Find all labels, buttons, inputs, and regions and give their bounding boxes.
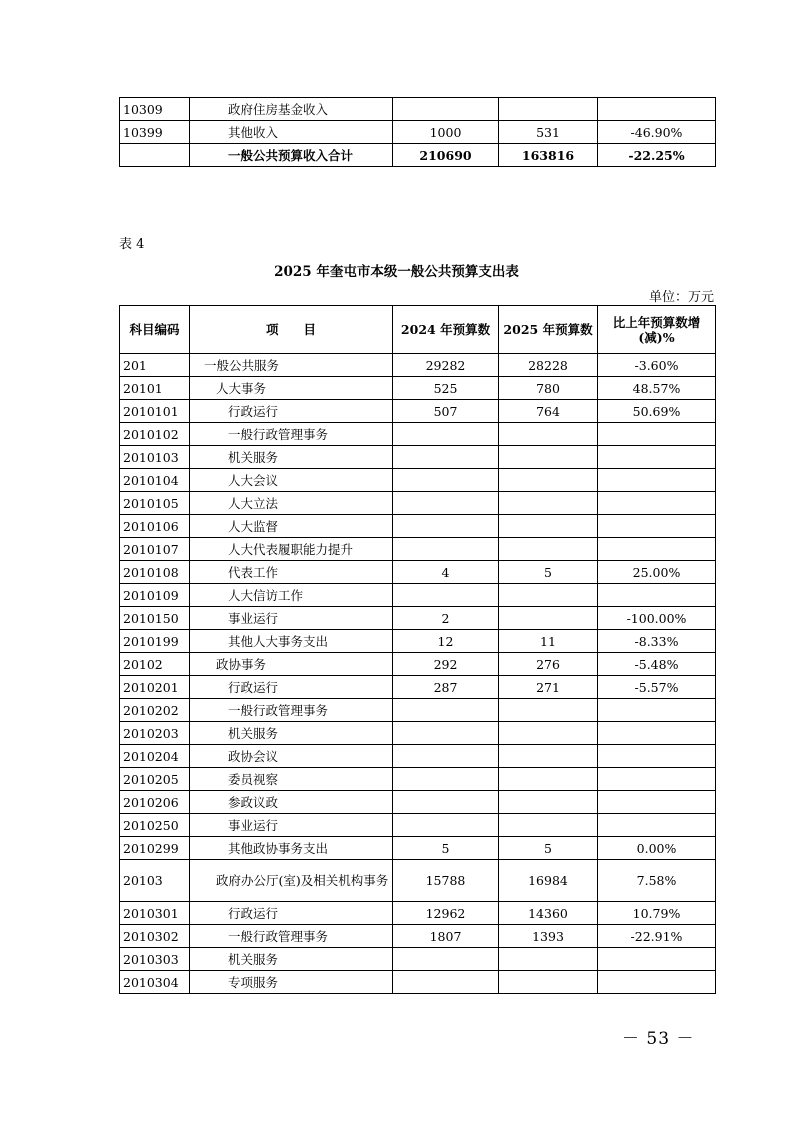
cell-2025: 780 — [499, 377, 598, 400]
table-row — [120, 837, 716, 860]
cell-name: 人大代表履职能力提升 — [190, 538, 393, 561]
cell-2024: 12 — [393, 630, 499, 653]
cell-2024: 1807 — [393, 925, 499, 948]
cell-change — [598, 423, 716, 446]
cell-2024: 29282 — [393, 354, 499, 377]
cell-name: 其他人大事务支出 — [190, 630, 393, 653]
cell-2024 — [393, 492, 499, 515]
revenue-table-body — [120, 98, 716, 167]
cell-change — [598, 699, 716, 722]
cell-name: 人大立法 — [190, 492, 393, 515]
cell-code: 2010103 — [120, 446, 190, 469]
cell-2024: 292 — [393, 653, 499, 676]
cell-name: 其他政协事务支出 — [190, 837, 393, 860]
cell-change: -22.25% — [598, 144, 716, 167]
cell-code: 2010301 — [120, 902, 190, 925]
table-row — [120, 98, 716, 121]
cell-code: 2010109 — [120, 584, 190, 607]
cell-2024: 2 — [393, 607, 499, 630]
cell-2025 — [499, 745, 598, 768]
cell-name: 事业运行 — [190, 607, 393, 630]
cell-change: 48.57% — [598, 377, 716, 400]
cell-code — [120, 144, 190, 167]
cell-name: 一般行政管理事务 — [190, 699, 393, 722]
cell-name: 政协会议 — [190, 745, 393, 768]
table-row — [120, 492, 716, 515]
cell-code: 2010204 — [120, 745, 190, 768]
cell-change — [598, 948, 716, 971]
table-row — [120, 561, 716, 584]
cell-2025: 1393 — [499, 925, 598, 948]
revenue-table-continuation — [119, 97, 716, 167]
table-row — [120, 144, 716, 167]
cell-change — [598, 814, 716, 837]
cell-code: 2010202 — [120, 699, 190, 722]
cell-2024 — [393, 791, 499, 814]
cell-name: 代表工作 — [190, 561, 393, 584]
cell-2025: 764 — [499, 400, 598, 423]
table-row — [120, 971, 716, 994]
cell-name: 行政运行 — [190, 902, 393, 925]
cell-code: 2010206 — [120, 791, 190, 814]
cell-2024 — [393, 722, 499, 745]
cell-name: 政府住房基金收入 — [190, 98, 393, 121]
cell-name: 机关服务 — [190, 948, 393, 971]
cell-change: 25.00% — [598, 561, 716, 584]
cell-2025 — [499, 446, 598, 469]
table-row — [120, 584, 716, 607]
cell-2025 — [499, 469, 598, 492]
cell-code: 201 — [120, 354, 190, 377]
table-row — [120, 745, 716, 768]
cell-change — [598, 791, 716, 814]
cell-change — [598, 745, 716, 768]
cell-code: 2010102 — [120, 423, 190, 446]
cell-2025: 11 — [499, 630, 598, 653]
table-row — [120, 121, 716, 144]
cell-code: 2010199 — [120, 630, 190, 653]
cell-2025 — [499, 814, 598, 837]
header-name: 项 目 — [190, 306, 393, 354]
expenditure-table-header — [120, 306, 716, 354]
cell-2025 — [499, 971, 598, 994]
cell-2025 — [499, 607, 598, 630]
table-label: 表 4 — [119, 237, 145, 252]
cell-2024 — [393, 446, 499, 469]
cell-change — [598, 469, 716, 492]
cell-name: 一般行政管理事务 — [190, 423, 393, 446]
cell-2024: 4 — [393, 561, 499, 584]
cell-2024 — [393, 538, 499, 561]
cell-name: 人大会议 — [190, 469, 393, 492]
cell-change: -8.33% — [598, 630, 716, 653]
cell-change — [598, 98, 716, 121]
cell-2024: 507 — [393, 400, 499, 423]
cell-2025: 14360 — [499, 902, 598, 925]
cell-code: 2010106 — [120, 515, 190, 538]
cell-code: 2010107 — [120, 538, 190, 561]
cell-2025: 5 — [499, 561, 598, 584]
cell-code: 2010104 — [120, 469, 190, 492]
table-row — [120, 653, 716, 676]
table-row — [120, 446, 716, 469]
cell-code: 2010303 — [120, 948, 190, 971]
cell-name: 其他收入 — [190, 121, 393, 144]
cell-code: 2010150 — [120, 607, 190, 630]
cell-2024 — [393, 469, 499, 492]
table-row — [120, 860, 716, 902]
cell-change: -5.48% — [598, 653, 716, 676]
table-title: 2025 年奎屯市本级一般公共预算支出表 — [274, 264, 519, 280]
cell-2025: 276 — [499, 653, 598, 676]
cell-2025 — [499, 791, 598, 814]
cell-name: 参政议政 — [190, 791, 393, 814]
cell-2024: 15788 — [393, 860, 499, 902]
cell-code: 2010201 — [120, 676, 190, 699]
cell-2025 — [499, 722, 598, 745]
cell-code: 20101 — [120, 377, 190, 400]
cell-2024 — [393, 768, 499, 791]
cell-2024 — [393, 515, 499, 538]
cell-2025 — [499, 492, 598, 515]
cell-name: 委员视察 — [190, 768, 393, 791]
cell-2024: 210690 — [393, 144, 499, 167]
cell-2025: 531 — [499, 121, 598, 144]
cell-change: -100.00% — [598, 607, 716, 630]
cell-name: 一般公共预算收入合计 — [190, 144, 393, 167]
table-row — [120, 377, 716, 400]
table-row — [120, 515, 716, 538]
cell-code: 2010205 — [120, 768, 190, 791]
cell-change — [598, 722, 716, 745]
cell-2025 — [499, 699, 598, 722]
cell-2025: 5 — [499, 837, 598, 860]
table-row — [120, 699, 716, 722]
cell-2024 — [393, 745, 499, 768]
cell-change: 10.79% — [598, 902, 716, 925]
cell-code: 10309 — [120, 98, 190, 121]
table-row — [120, 630, 716, 653]
cell-name: 专项服务 — [190, 971, 393, 994]
cell-change — [598, 446, 716, 469]
cell-code: 2010250 — [120, 814, 190, 837]
cell-2024: 287 — [393, 676, 499, 699]
cell-code: 2010299 — [120, 837, 190, 860]
cell-2024 — [393, 971, 499, 994]
cell-name: 行政运行 — [190, 676, 393, 699]
cell-code: 20102 — [120, 653, 190, 676]
expenditure-table-body — [120, 354, 716, 994]
cell-change: -22.91% — [598, 925, 716, 948]
header-row — [120, 306, 716, 354]
cell-2024 — [393, 699, 499, 722]
cell-name: 一般公共服务 — [190, 354, 393, 377]
cell-2024 — [393, 98, 499, 121]
table-row — [120, 469, 716, 492]
cell-code: 2010101 — [120, 400, 190, 423]
table-row — [120, 354, 716, 377]
table-row — [120, 400, 716, 423]
cell-2025 — [499, 98, 598, 121]
cell-2024 — [393, 423, 499, 446]
table-row — [120, 791, 716, 814]
cell-code: 20103 — [120, 860, 190, 902]
cell-name: 政协事务 — [190, 653, 393, 676]
cell-2025 — [499, 948, 598, 971]
cell-change: 0.00% — [598, 837, 716, 860]
expenditure-table — [119, 305, 716, 994]
cell-change — [598, 515, 716, 538]
cell-change: -5.57% — [598, 676, 716, 699]
table-row — [120, 902, 716, 925]
table-row — [120, 538, 716, 561]
cell-2025 — [499, 584, 598, 607]
table-row — [120, 423, 716, 446]
header-code: 科目编码 — [120, 306, 190, 354]
cell-name: 人大事务 — [190, 377, 393, 400]
cell-name: 机关服务 — [190, 722, 393, 745]
cell-2024: 1000 — [393, 121, 499, 144]
table-row — [120, 814, 716, 837]
header-2025: 2025 年预算数 — [499, 306, 598, 354]
table-row — [120, 768, 716, 791]
cell-2024 — [393, 814, 499, 837]
cell-code: 2010108 — [120, 561, 190, 584]
table-row — [120, 676, 716, 699]
cell-code: 2010302 — [120, 925, 190, 948]
cell-2025: 28228 — [499, 354, 598, 377]
cell-change — [598, 538, 716, 561]
cell-name: 一般行政管理事务 — [190, 925, 393, 948]
cell-name: 政府办公厅(室)及相关机构事务 — [190, 860, 393, 902]
cell-code: 2010304 — [120, 971, 190, 994]
cell-code: 10399 — [120, 121, 190, 144]
unit-label: 单位：万元 — [648, 290, 714, 305]
cell-change — [598, 971, 716, 994]
cell-change: -46.90% — [598, 121, 716, 144]
cell-code: 2010203 — [120, 722, 190, 745]
cell-change: -3.60% — [598, 354, 716, 377]
cell-change — [598, 584, 716, 607]
table-row — [120, 948, 716, 971]
cell-2024 — [393, 948, 499, 971]
table-row — [120, 925, 716, 948]
cell-change: 7.58% — [598, 860, 716, 902]
cell-2024: 525 — [393, 377, 499, 400]
cell-change — [598, 768, 716, 791]
table-row — [120, 722, 716, 745]
cell-2024: 5 — [393, 837, 499, 860]
cell-2025: 16984 — [499, 860, 598, 902]
cell-code: 2010105 — [120, 492, 190, 515]
cell-name: 机关服务 — [190, 446, 393, 469]
cell-2025: 163816 — [499, 144, 598, 167]
cell-change — [598, 492, 716, 515]
cell-2024 — [393, 584, 499, 607]
cell-name: 行政运行 — [190, 400, 393, 423]
page-number: － 53 － — [622, 1029, 695, 1049]
cell-2025: 271 — [499, 676, 598, 699]
cell-2025 — [499, 515, 598, 538]
cell-name: 人大信访工作 — [190, 584, 393, 607]
header-2024: 2024 年预算数 — [393, 306, 499, 354]
cell-change: 50.69% — [598, 400, 716, 423]
cell-2025 — [499, 768, 598, 791]
cell-2025 — [499, 423, 598, 446]
table-row — [120, 607, 716, 630]
cell-name: 事业运行 — [190, 814, 393, 837]
cell-2025 — [499, 538, 598, 561]
header-change: 比上年预算数增(减)% — [598, 306, 716, 354]
cell-2024: 12962 — [393, 902, 499, 925]
cell-name: 人大监督 — [190, 515, 393, 538]
